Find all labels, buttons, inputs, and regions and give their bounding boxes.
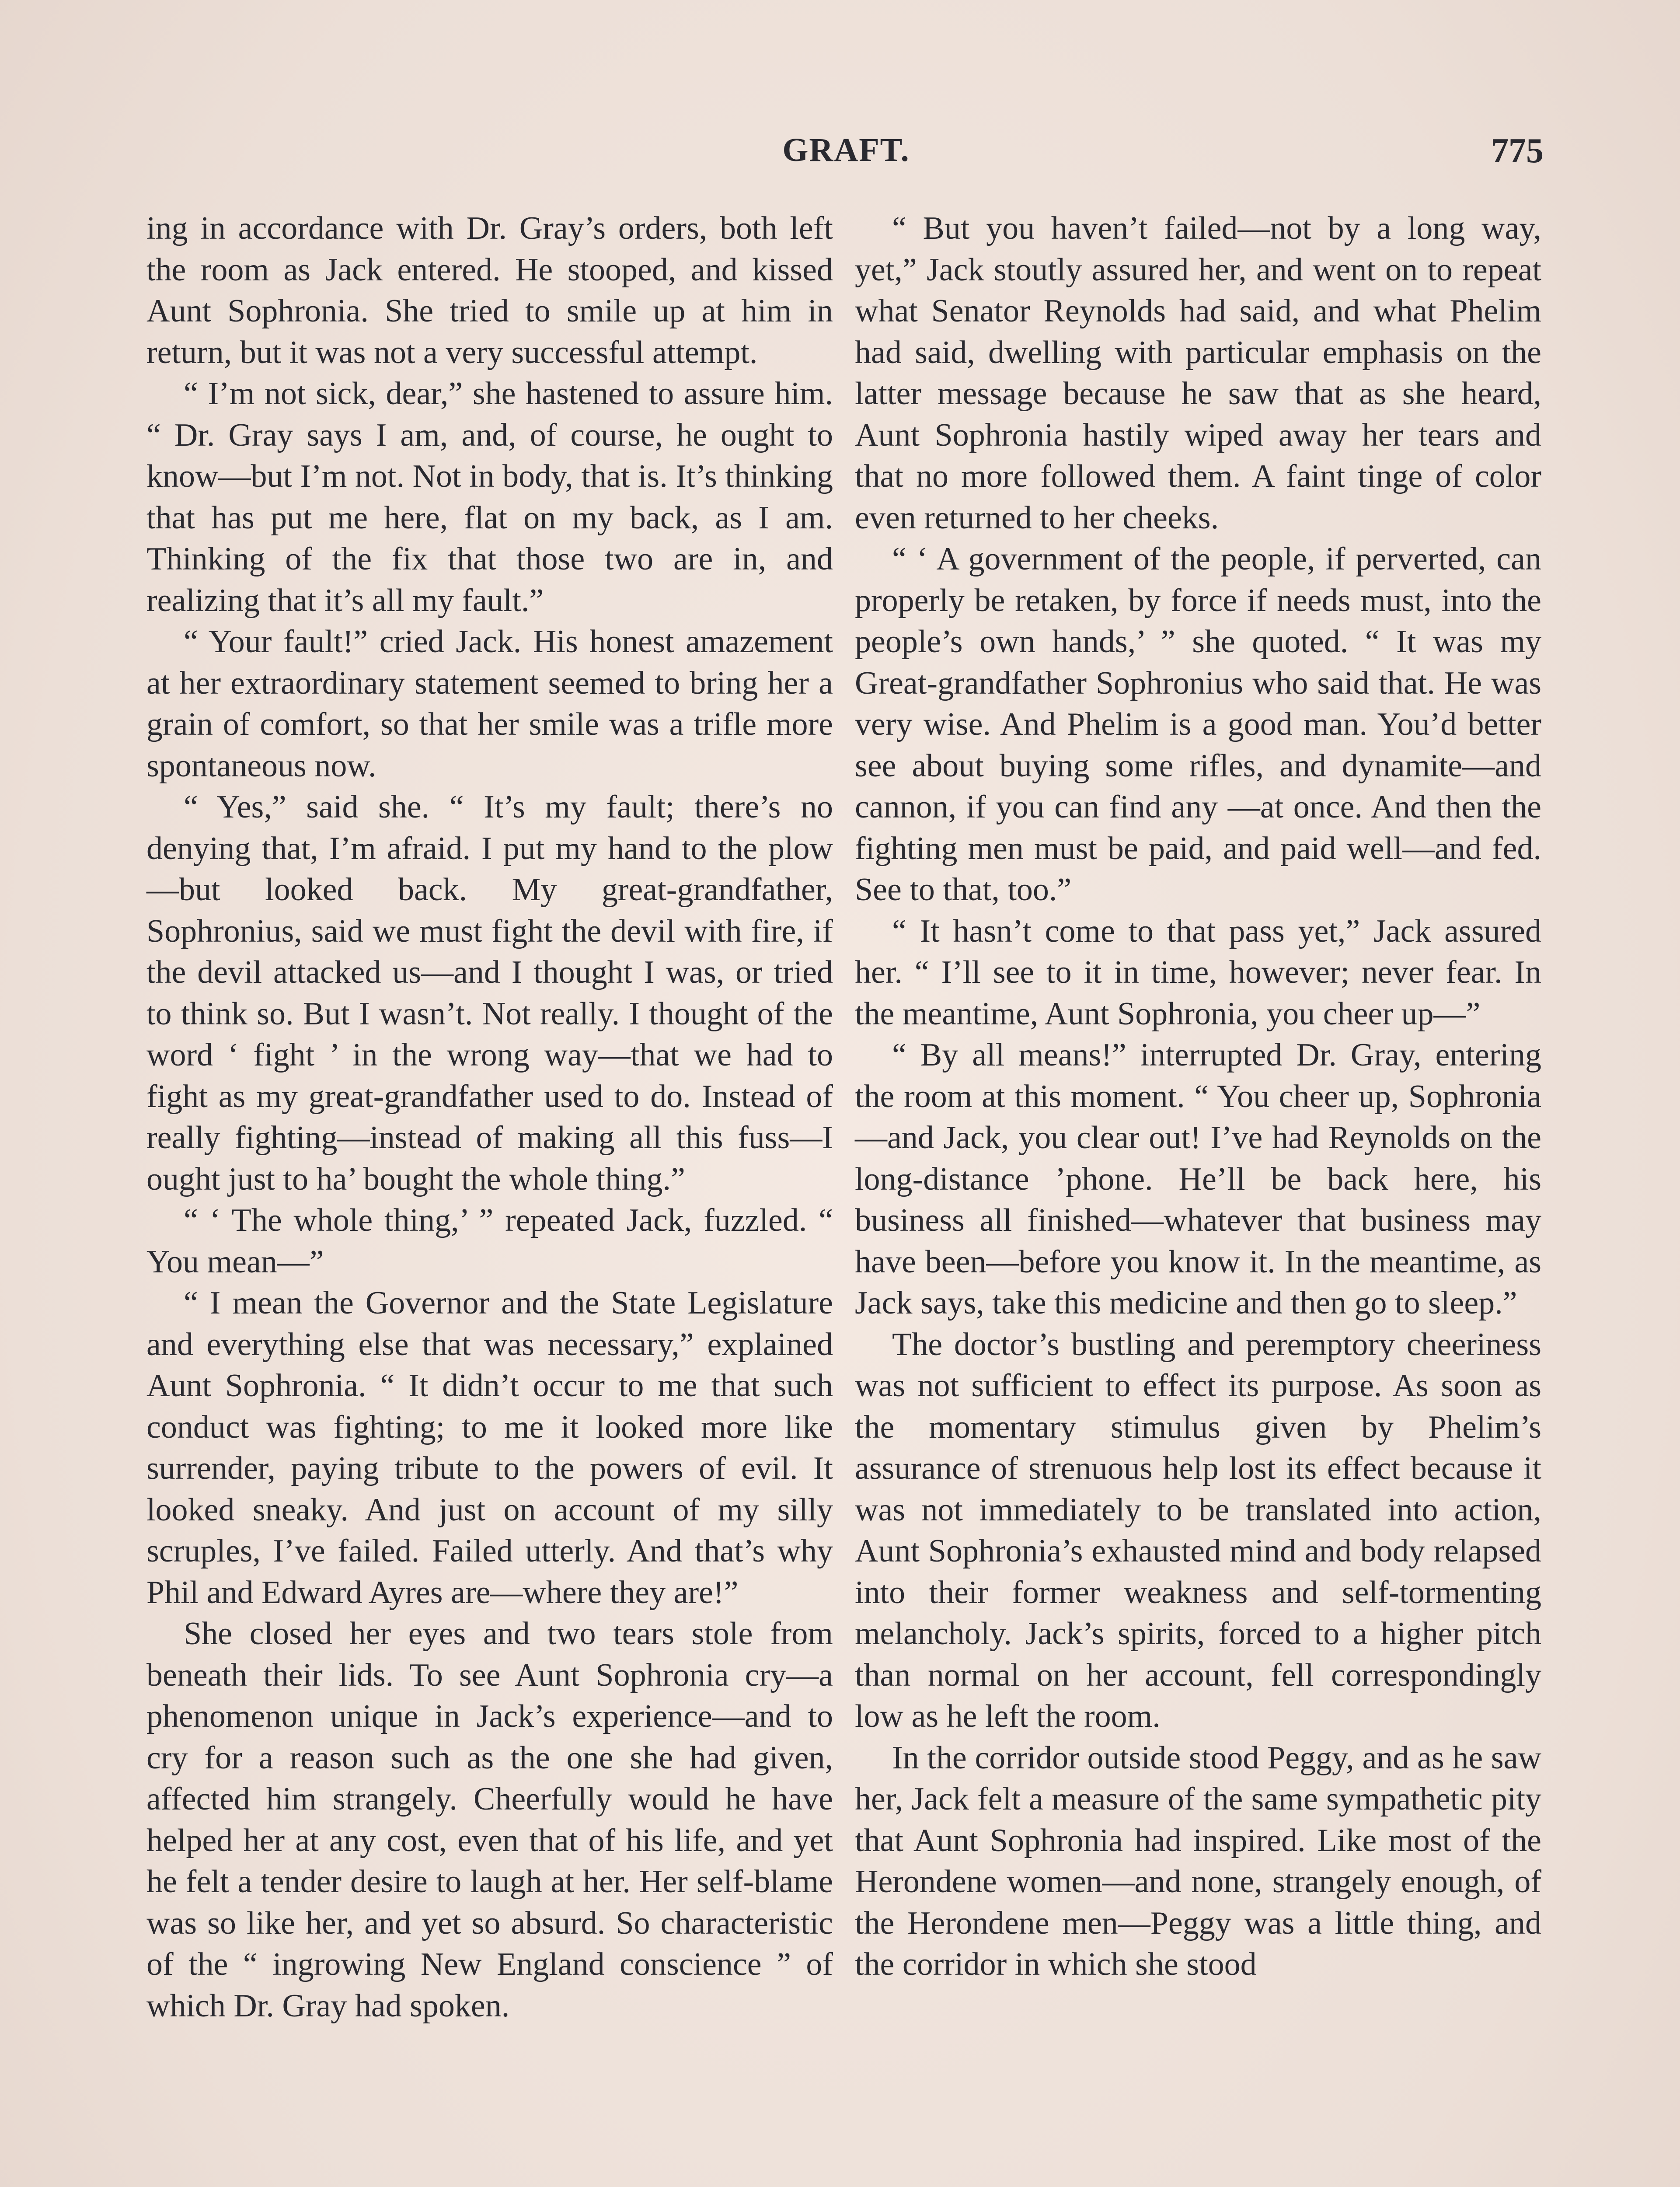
paragraph: She closed her eyes and two tears stole from beneath their lids. To see Aunt Sophronia cry—a phenomenon unique in Jack’s experience—and to cry for a reason such as the one she had given, affected him strangely. Cheerfully would he have helped her at any cost, even that of his life, and yet he felt a tender desire to laugh at her. Her self-blame was so like her, and yet so absurd. So characteristic of the “ ingrowing New England conscience ” of which Dr. Gray had spoken.	[146, 1616, 833, 2024]
paragraph: “ ‘ A government of the people, if perverted, can properly be retaken, by force if needs must, into the people’s own hands,’ ” she quoted. “ It was my Great-grandfather Sophronius who said that. He was very wise. And Phelim is a good man. You’d better see about buying some rifles, and dynamite—and cannon, if you can find any —at once. And then the fighting men must be paid, and paid well—and fed. See to that, too.”	[855, 541, 1541, 908]
paragraph: “ ‘ The whole thing,’ ” repeated Jack, fuzzled. “ You mean—”	[146, 1202, 833, 1280]
running-title: GRAFT.	[782, 132, 910, 168]
paragraph: “ Yes,” said she. “ It’s my fault; there’s no denying that, I’m afraid. I put my hand to the plow—but looked back. My great-grandfather, Sophronius, said we must fight the devil with fire, if the devil attacked us—and I thought I was, or tried to think so. But I wasn’t. Not really. I thought of the word ‘ fight ’ in the wrong way—that we had to fight as my great-grandfather used to do. Instead of really fighting—instead of making all this fuss—I ought just to ha’ bought the whole thing.”	[146, 789, 833, 1197]
page-number: 775	[1491, 132, 1544, 170]
running-head	[149, 131, 1544, 179]
paragraph: “ Your fault!” cried Jack. His honest amazement at her extraordinary statement seemed to bring her a grain of comfort, so that her smile was a trifle more spontaneous now.	[146, 624, 833, 784]
paragraph: In the corridor outside stood Peggy, and as he saw her, Jack felt a measure of the same sympathetic pity that Aunt Sophronia had inspired. Like most of the Herondene women—and none, strangely enough, of the Herondene men—Peggy was a little thing, and the corridor in which she stood	[855, 1740, 1541, 1982]
paragraph: “ But you haven’t failed—not by a long way, yet,” Jack stoutly assured her, and went on to repeat what Senator Reynolds had said, and what Phelim had said, dwelling with particular emphasis on the latter message because he saw that as she heard, Aunt Sophronia hastily wiped away her tears and that no more followed them. A faint tinge of color even returned to her cheeks.	[855, 210, 1541, 536]
paragraph: “ It hasn’t come to that pass yet,” Jack assured her. “ I’ll see to it in time, however; never fear. In the meantime, Aunt Sophronia, you cheer up—”	[855, 913, 1541, 1032]
right-column	[855, 208, 1541, 1985]
paragraph: “ I’m not sick, dear,” she hastened to assure him. “ Dr. Gray says I am, and, of course, he ought to know—but I’m not. Not in body, that is. It’s thinking that has put me here, flat on my back, as I am. Thinking of the fix that those two are in, and realizing that it’s all my fault.”	[146, 376, 833, 618]
paragraph: “ By all means!” interrupted Dr. Gray, entering the room at this moment. “ You cheer up, Sophronia—and Jack, you clear out! I’ve had Reynolds on the long-distance ’phone. He’ll be back here, his business all finished—whatever that business may have been—before you know it. In the meantime, as Jack says, take this medicine and then go to sleep.”	[855, 1037, 1541, 1321]
paragraph: The doctor’s bustling and peremptory cheeriness was not sufficient to effect its purpose. As soon as the momentary stimulus given by Phelim’s assurance of strenuous help lost its effect because it was not immediately to be translated into action, Aunt Sophronia’s exhausted mind and body relapsed into their former weakness and self-tormenting melancholy. Jack’s spirits, forced to a higher pitch than normal on her account, fell correspondingly low as he left the room.	[855, 1326, 1541, 1734]
paragraph: “ I mean the Governor and the State Legislature and everything else that was necessary,” explained Aunt Sophronia. “ It didn’t occur to me that such conduct was fighting; to me it looked more like surrender, paying tribute to the powers of evil. It looked sneaky. And just on account of my silly scruples, I’ve failed. Failed utterly. And that’s why Phil and Edward Ayres are—where they are!”	[146, 1285, 833, 1611]
left-column	[146, 208, 833, 2026]
paragraph: ing in accordance with Dr. Gray’s orders, both left the room as Jack entered. He stooped, and kissed Aunt Sophronia. She tried to smile up at him in return, but it was not a very successful attempt.	[146, 210, 833, 370]
